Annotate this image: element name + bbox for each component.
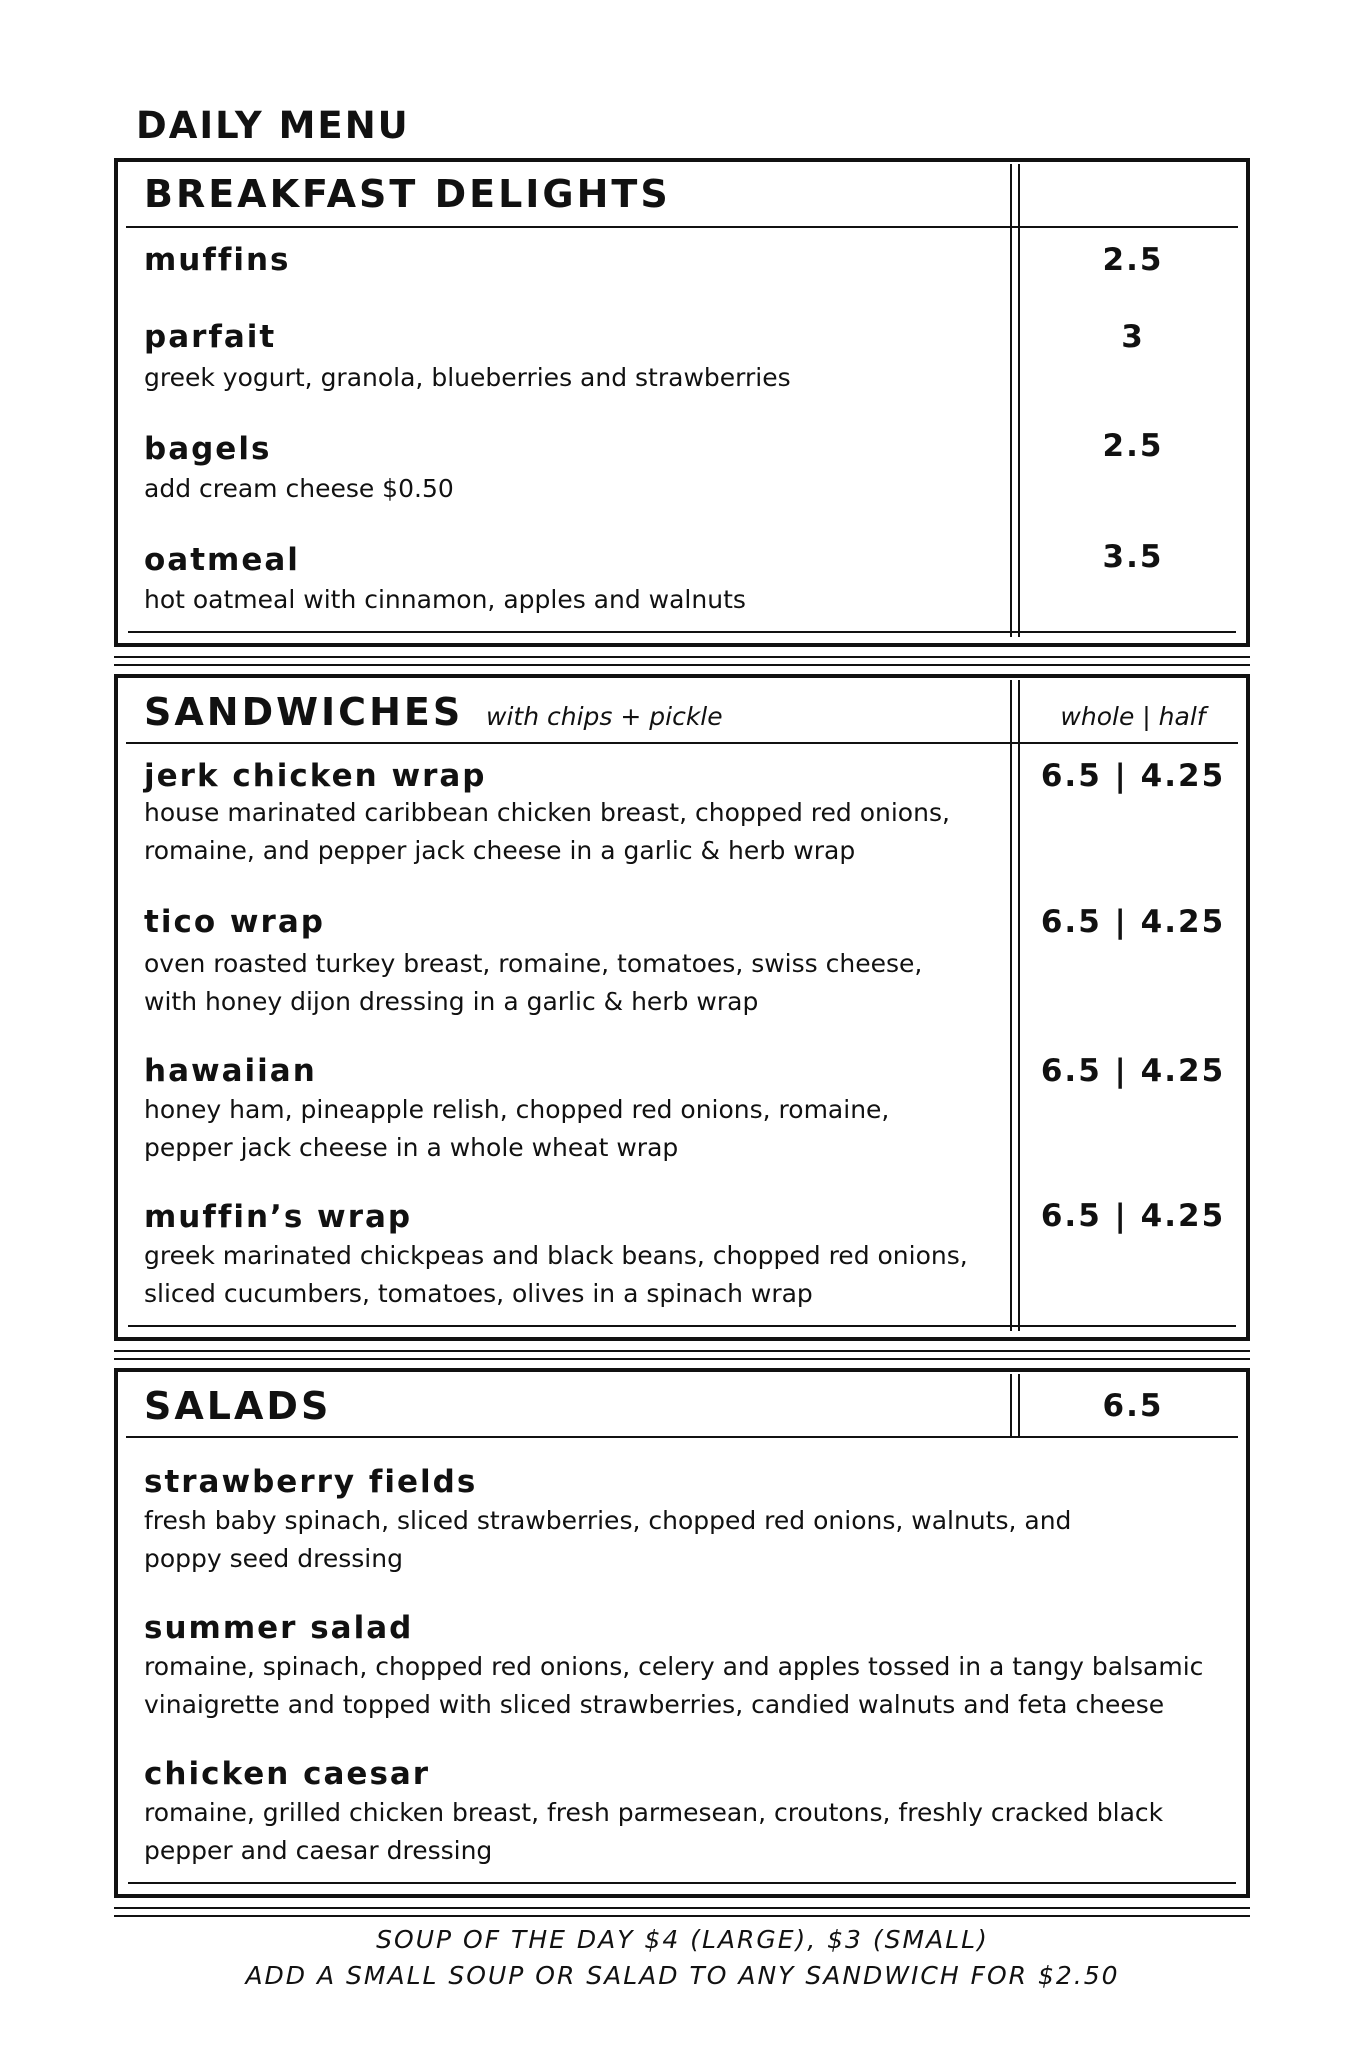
menu-item-name: jerk chicken wrap <box>144 758 487 794</box>
section-bottom-rule <box>128 1882 1236 1884</box>
menu-item-name: strawberry fields <box>144 1464 478 1500</box>
salads-section <box>114 1368 1250 1898</box>
section-title-sandwiches: SANDWICHES <box>144 690 464 734</box>
menu-item-name: chicken caesar <box>144 1756 431 1792</box>
menu-item-name: oatmeal <box>144 542 300 578</box>
menu-item-price: 6.5 | 4.25 <box>1040 904 1226 940</box>
menu-item-price: 2.5 <box>1102 242 1164 278</box>
section-bottom-rule <box>128 631 1236 633</box>
section-bottom-rule <box>128 1325 1236 1327</box>
menu-item-description: poppy seed dressing <box>144 1544 403 1573</box>
menu-item-description: romaine, spinach, chopped red onions, celery and apples tossed in a tangy balsamic <box>144 1652 1204 1681</box>
price-column-header: whole | half <box>1060 702 1206 731</box>
section-title-breakfast: BREAKFAST DELIGHTS <box>144 172 671 216</box>
menu-item-price: 3 <box>1121 319 1145 355</box>
menu-item-name: parfait <box>144 319 277 355</box>
menu-item-name: hawaiian <box>144 1053 317 1089</box>
menu-item-description: fresh baby spinach, sliced strawberries, chopped red onions, walnuts, and <box>144 1506 1072 1535</box>
menu-item-description: hot oatmeal with cinnamon, apples and walnuts <box>144 585 746 614</box>
section-price: 6.5 <box>1102 1388 1164 1424</box>
menu-item-description: romaine, and pepper jack cheese in a garlic & herb wrap <box>144 836 856 865</box>
menu-item-description: greek yogurt, granola, blueberries and strawberries <box>144 363 791 392</box>
section-header-rule <box>126 742 1238 744</box>
breakfast-section <box>114 158 1250 647</box>
menu-item-name: tico wrap <box>144 904 325 940</box>
section-separator <box>114 656 1250 666</box>
menu-item-price: 6.5 | 4.25 <box>1040 758 1226 794</box>
menu-item-price: 6.5 | 4.25 <box>1040 1198 1226 1234</box>
menu-item-name: muffins <box>144 242 291 278</box>
section-title-salads: SALADS <box>144 1384 332 1428</box>
section-note: with chips + pickle <box>486 702 723 731</box>
sandwiches-section <box>114 674 1250 1341</box>
menu-item-description: oven roasted turkey breast, romaine, tomatoes, swiss cheese, <box>144 949 923 978</box>
menu-item-price: 6.5 | 4.25 <box>1040 1053 1226 1089</box>
section-separator <box>114 1350 1250 1360</box>
section-header-rule <box>126 226 1238 228</box>
menu-item-description: house marinated caribbean chicken breast, chopped red onions, <box>144 798 950 827</box>
menu-item-description: sliced cucumbers, tomatoes, olives in a spinach wrap <box>144 1279 813 1308</box>
menu-item-description: vinaigrette and topped with sliced strawberries, candied walnuts and feta cheese <box>144 1690 1165 1719</box>
menu-item-price: 2.5 <box>1102 428 1164 464</box>
footer-addon-note: ADD A SMALL SOUP OR SALAD TO ANY SANDWICH FOR $2.50 <box>245 1961 1120 1990</box>
menu-item-price: 3.5 <box>1102 539 1164 575</box>
menu-item-description: with honey dijon dressing in a garlic & herb wrap <box>144 987 759 1016</box>
menu-item-description: honey ham, pineapple relish, chopped red onions, romaine, <box>144 1095 890 1124</box>
menu-item-name: summer salad <box>144 1610 414 1646</box>
page-title: DAILY MENU <box>136 104 410 147</box>
menu-item-description: pepper jack cheese in a whole wheat wrap <box>144 1133 679 1162</box>
menu-item-description: romaine, grilled chicken breast, fresh parmesean, croutons, freshly cracked black <box>144 1798 1164 1827</box>
menu-item-description: greek marinated chickpeas and black beans, chopped red onions, <box>144 1241 968 1270</box>
menu-item-name: muffin’s wrap <box>144 1199 413 1235</box>
menu-item-description: pepper and caesar dressing <box>144 1836 493 1865</box>
footer-soup-note: SOUP OF THE DAY $4 (LARGE), $3 (SMALL) <box>376 1925 989 1954</box>
menu-item-name: bagels <box>144 431 272 467</box>
section-header-rule <box>126 1436 1238 1438</box>
menu-item-description: add cream cheese $0.50 <box>144 474 454 503</box>
section-separator <box>114 1907 1250 1917</box>
